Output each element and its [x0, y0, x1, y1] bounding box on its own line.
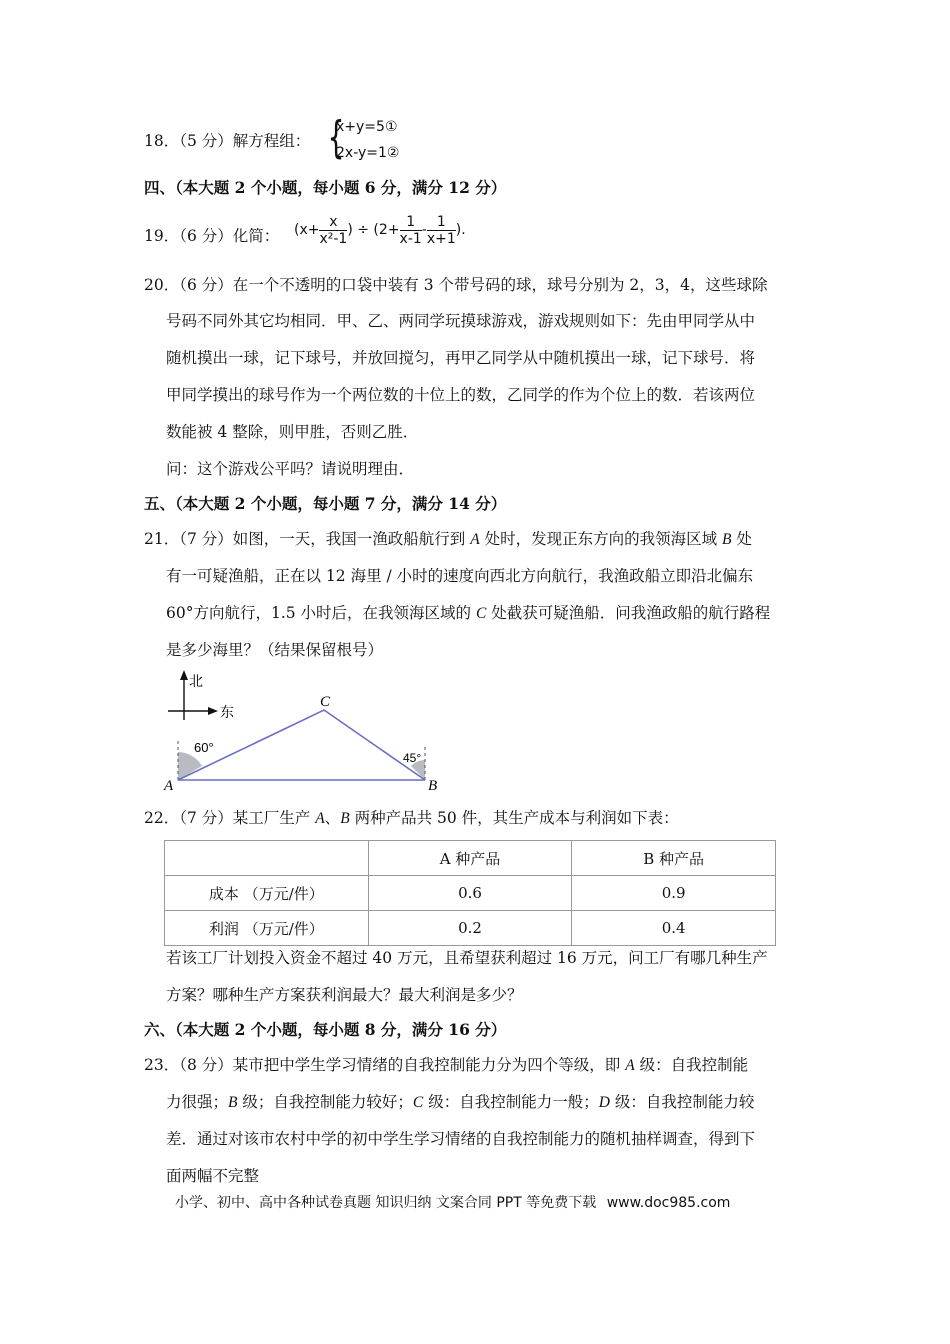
q22-text: 22．（7 分）某工厂生产 [144, 809, 316, 827]
level-b-ref: B [228, 1094, 238, 1111]
q19-prefix: 19．（6 分）化简： [144, 227, 280, 245]
q21-line-3 [166, 603, 770, 624]
expr-minus: - [421, 222, 427, 238]
angle-b-label: 45° [403, 751, 422, 765]
q20-line-3: 随机摸出一球，记下球号，并放回搅匀，再甲乙同学从中随机摸出一球，记下球号．将 [166, 349, 756, 367]
angle-a-label: 60° [194, 740, 214, 755]
q23-line-2 [166, 1092, 754, 1113]
q21-text: 处时，发现正东方向的我领海区域 [479, 530, 723, 548]
q18-prefix: 18．（5 分）解方程组： [144, 132, 311, 150]
table-cell: 0.4 [572, 911, 776, 946]
section-6-heading: 六、（本大题 2 个小题，每小题 8 分，满分 16 分） [144, 1020, 507, 1039]
expr-mid: ) ÷ (2+ [347, 222, 400, 238]
footer-url[interactable]: www.doc985.com [606, 1195, 731, 1211]
q23-text: 级：自我控制能力一般； [423, 1093, 599, 1111]
page-footer [175, 1192, 730, 1212]
level-a-ref: A [625, 1057, 635, 1074]
q21-text: 处截获可疑渔船．问我渔政船的航行路程 [486, 604, 771, 622]
level-d-ref: D [598, 1094, 610, 1111]
table-cell: 利润 （万元/件） [165, 911, 369, 946]
q21-line-4: 是多少海里？（结果保留根号） [166, 641, 384, 659]
table-header-cell [165, 841, 369, 876]
fraction-3 [427, 214, 456, 247]
q22-line-after-2: 方案？哪种生产方案获利润最大？最大利润是多少？ [166, 986, 523, 1004]
point-c-label: C [320, 694, 331, 710]
section-5-heading: 五、（本大题 2 个小题，每小题 7 分，满分 14 分） [144, 494, 507, 513]
cost-profit-table [164, 840, 776, 946]
q21-text: 21．（7 分）如图，一天，我国一渔政船航行到 [144, 530, 471, 548]
expr-open: (x+ [294, 222, 320, 238]
table-cell: 成本 （万元/件） [165, 876, 369, 911]
q22-text: 、 [324, 809, 341, 827]
q23-text: 23．（8 分）某市把中学生学习情绪的自我控制能力分为四个等级，即 [144, 1056, 626, 1074]
q22-text: 两种产品共 50 件，其生产成本与利润如下表： [349, 809, 679, 827]
table-cell: 0.9 [572, 876, 776, 911]
q23-text: 级：自我控制能 [634, 1056, 749, 1074]
table-header-row [165, 841, 776, 876]
q23-text: 级：自我控制能力较 [609, 1093, 755, 1111]
q18-equation-1: x+y=5① [336, 119, 398, 135]
triangle-abc [178, 710, 425, 780]
q22-intro [144, 808, 679, 829]
q20-line-5: 数能被 4 整除，则甲胜，否则乙胜． [166, 423, 419, 441]
north-label: 北 [189, 674, 203, 690]
north-arrowhead [180, 670, 188, 680]
point-a-ref: A [470, 531, 480, 548]
q23-line-3: 差．通过对该市农村中学的初中学生学习情绪的自我控制能力的随机抽样调查，得到下 [166, 1130, 756, 1148]
q20-line-6: 问：这个游戏公平吗？请说明理由． [166, 460, 415, 478]
fraction-1-numerator: x [319, 214, 347, 231]
fraction-3-denominator: x+1 [426, 230, 456, 247]
q20-line-1: 20．（6 分）在一个不透明的口袋中装有 3 个带号码的球，球号分别为 2，3，4，这些球除 [144, 276, 768, 294]
table-cell: 0.6 [368, 876, 572, 911]
level-c-ref: C [412, 1094, 424, 1111]
system-brace: { [327, 112, 345, 163]
fraction-2 [400, 214, 422, 247]
east-arrowhead [208, 707, 218, 715]
table-header-cell: A 种产品 [368, 841, 572, 876]
table-row [165, 876, 776, 911]
expr-close: ). [455, 222, 466, 238]
q19-expression [294, 212, 466, 248]
fraction-2-numerator: 1 [400, 214, 422, 231]
q20-line-4: 甲同学摸出的球号作为一个两位数的十位上的数，乙同学的作为个位上的数．若该两位 [166, 386, 756, 404]
table-cell: 0.2 [368, 911, 572, 946]
q23-line-1 [144, 1055, 748, 1076]
fraction-3-numerator: 1 [427, 214, 456, 231]
product-b-ref: B [340, 810, 350, 827]
q21-text: 60°方向航行，1.5 小时后，在我领海区域的 [166, 604, 476, 622]
east-label: 东 [220, 705, 234, 721]
table-row [165, 911, 776, 946]
q20-line-2: 号码不同外其它均相同．甲、乙、两同学玩摸球游戏，游戏规则如下：先由甲同学从中 [166, 312, 756, 330]
point-b-label: B [428, 778, 438, 793]
table-header-cell: B 种产品 [572, 841, 776, 876]
section-4-heading: 四、（本大题 2 个小题，每小题 6 分，满分 12 分） [144, 178, 507, 197]
q23-text: 力很强； [166, 1093, 229, 1111]
point-a-label: A [164, 778, 174, 793]
q22-line-after-1: 若该工厂计划投入资金不超过 40 万元，且希望获利超过 16 万元，问工厂有哪几种生产 [166, 949, 768, 967]
fraction-1-denominator: x²-1 [319, 230, 348, 247]
fraction-2-denominator: x-1 [399, 230, 422, 247]
q21-line-1 [144, 529, 752, 550]
fraction-1 [319, 214, 347, 247]
ship-diagram [160, 668, 460, 793]
q23-text: 级；自我控制能力较好； [237, 1093, 413, 1111]
angle-a-wedge [178, 752, 202, 780]
q18-equation-2: 2x-y=1② [336, 145, 400, 161]
point-c-ref: C [475, 605, 487, 622]
q23-line-4: 面两幅不完整 [166, 1167, 260, 1185]
q21-line-2: 有一可疑渔船，正在以 12 海里 / 小时的速度向西北方向航行，我渔政船立即沿北偏东 [166, 567, 754, 585]
product-a-ref: A [315, 810, 325, 827]
point-b-ref: B [722, 531, 732, 548]
footer-text: 小学、初中、高中各种试卷真题 知识归纳 文案合同 PPT 等免费下载 [175, 1195, 597, 1211]
q21-text: 处 [731, 530, 752, 548]
